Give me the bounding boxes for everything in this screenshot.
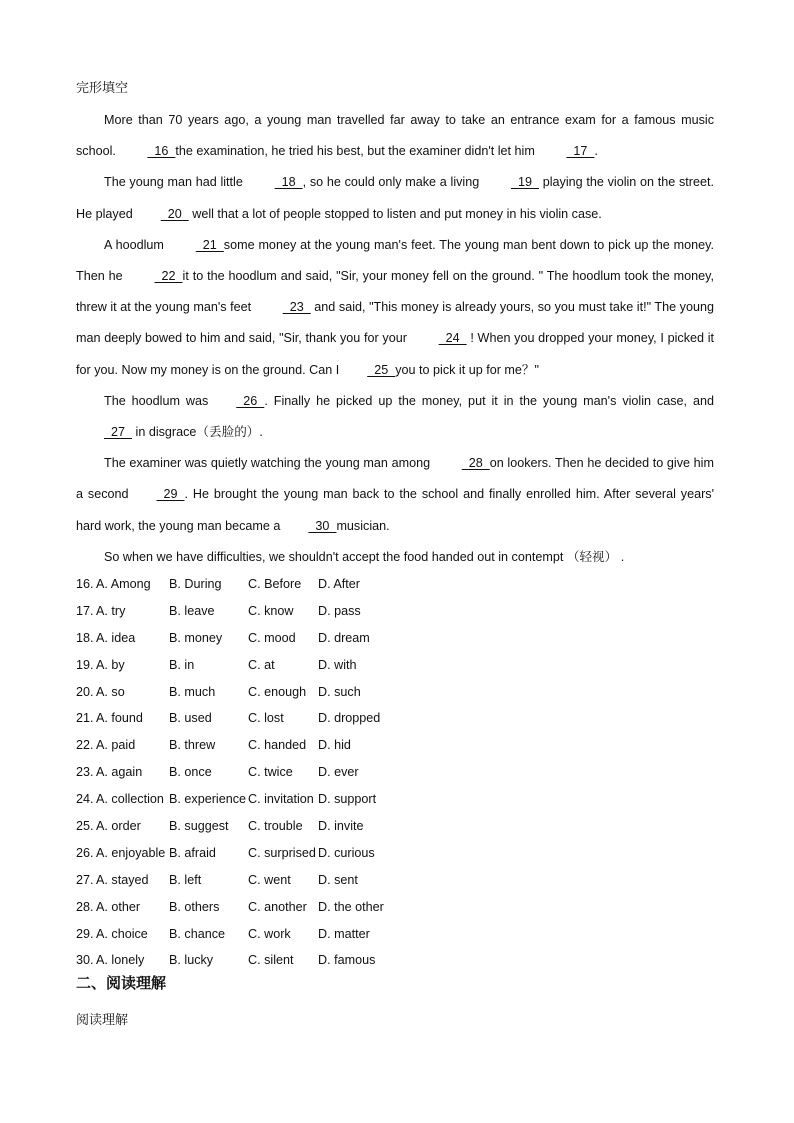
option-b: B. threw <box>169 738 216 753</box>
answer-blank: 17 <box>566 144 595 159</box>
passage-text: well that a lot of people stopped to listen and put money in his violin case. <box>188 206 602 221</box>
answer-blank: 30 <box>308 518 337 533</box>
part-two-title: 二、阅读理解 <box>76 975 167 992</box>
passage-paragraph <box>76 542 714 573</box>
option-d: D. support <box>318 792 377 807</box>
option-a: A. by <box>96 657 125 672</box>
option-b: B. in <box>169 657 195 672</box>
question-number: 23. <box>76 765 94 780</box>
option-d: D. After <box>318 577 360 591</box>
option-a: A. again <box>96 765 143 780</box>
passage-text: A hoodlum <box>104 237 168 252</box>
option-b: B. lucky <box>169 953 214 968</box>
option-d: D. the other <box>318 899 384 914</box>
option-b: B. once <box>169 765 212 780</box>
option-d: D. dream <box>318 630 370 645</box>
passage-text: musician. <box>336 518 390 533</box>
answer-blank: 20 <box>160 206 189 221</box>
option-c: C. mood <box>248 630 296 645</box>
answer-blank: 25 <box>367 362 396 377</box>
option-b: B. much <box>169 684 216 699</box>
option-b: B. During <box>169 577 222 591</box>
option-a: A. idea <box>96 630 136 645</box>
question-number: 18. <box>76 630 94 645</box>
question-number: 29. <box>76 926 94 941</box>
option-c: C. lost <box>248 711 284 726</box>
option-c: C. invitation <box>248 792 314 807</box>
option-c: C. Before <box>248 577 302 591</box>
option-c: C. went <box>248 872 291 887</box>
question-number: 24. <box>76 792 94 807</box>
passage-text: So when we have difficulties, we shouldn't accept the food handed out in contempt （轻视） . <box>104 549 625 564</box>
question-number: 21. <box>76 711 94 726</box>
answer-blank: 22 <box>154 269 183 284</box>
option-b: B. used <box>169 711 212 726</box>
option-b: B. afraid <box>169 845 216 860</box>
option-a: A. choice <box>96 926 148 941</box>
passage-paragraph <box>76 230 714 386</box>
question-number: 30. <box>76 953 94 968</box>
option-c: C. silent <box>248 953 294 968</box>
option-d: D. hid <box>318 738 351 753</box>
option-c: C. work <box>248 926 291 941</box>
option-b: B. money <box>169 630 223 645</box>
option-a: A. stayed <box>96 872 149 887</box>
option-a: A. enjoyable <box>96 845 166 860</box>
passage-text: it to the hoodlum and said, "Sir, your money fell on the ground. " The hoodlum took the money, threw it at the young man's feet <box>76 269 714 315</box>
option-a: A. so <box>96 684 125 699</box>
answer-blank: 23 <box>282 300 311 315</box>
cloze-passage <box>76 105 714 573</box>
question-number: 16. <box>76 577 94 591</box>
option-d: D. with <box>318 657 357 672</box>
option-b: B. chance <box>169 926 226 941</box>
option-c: C. know <box>248 603 294 618</box>
passage-text: some money at the young man's feet. The young man bent down to pick up the money. Then he <box>76 237 714 284</box>
option-b: B. experience <box>169 792 247 807</box>
option-d: D. invite <box>318 819 364 834</box>
passage-paragraph <box>76 167 714 229</box>
question-number: 19. <box>76 657 94 672</box>
passage-text: on lookers. Then he decided to give him a second <box>76 456 714 502</box>
passage-text: The hoodlum was <box>104 393 209 408</box>
option-b: B. suggest <box>169 819 229 834</box>
question-number: 22. <box>76 738 94 753</box>
passage-text: and said, "This money is already yours, so you must take it!" The young man deeply bowed to him and said, "Sir, thank you for your <box>76 300 714 346</box>
option-d: D. such <box>318 684 361 699</box>
answer-blank: 26 <box>236 393 265 408</box>
answer-blank: 24 <box>438 331 467 346</box>
option-a: A. collection <box>96 792 164 807</box>
option-d: D. sent <box>318 872 358 887</box>
option-b: B. others <box>169 899 220 914</box>
question-number: 26. <box>76 845 94 860</box>
answer-blank: 28 <box>461 456 490 471</box>
option-d: D. ever <box>318 765 359 780</box>
passage-text: The young man had little <box>104 175 247 190</box>
option-d: D. matter <box>318 926 370 941</box>
passage-text: . Finally he picked up the money, put it in the young man's violin case, and <box>264 393 715 408</box>
answer-blank: 29 <box>156 487 185 502</box>
passage-paragraph <box>76 386 714 448</box>
answer-blank: 19 <box>510 175 539 190</box>
passage-text: The examiner was quietly watching the young man among <box>104 456 434 471</box>
option-d: D. pass <box>318 603 361 618</box>
passage-text: the examination, he tried his best, but the examiner didn't let him <box>175 144 539 159</box>
question-number: 20. <box>76 684 94 699</box>
option-a: A. paid <box>96 738 136 753</box>
answer-blank: 18 <box>274 175 303 190</box>
option-a: A. found <box>96 711 143 726</box>
part-two-subtitle: 阅读理解 <box>76 1012 129 1027</box>
passage-text: in disgrace（丢脸的）. <box>132 425 263 440</box>
option-a: A. other <box>96 899 141 914</box>
option-a: A. try <box>96 603 126 618</box>
passage-text: . He brought the young man back to the school and finally enrolled him. After several years' hard work, the young man became a <box>76 487 714 533</box>
passage-text: . <box>594 144 598 159</box>
passage-text: you to pick it up for me？" <box>395 362 539 377</box>
option-d: D. curious <box>318 845 375 860</box>
option-c: C. surprised <box>248 845 316 860</box>
option-b: B. left <box>169 872 202 887</box>
passage-paragraph <box>76 105 714 167</box>
option-d: D. dropped <box>318 711 381 726</box>
answer-blank: 16 <box>147 144 176 159</box>
question-number: 28. <box>76 899 94 914</box>
option-c: C. another <box>248 899 307 914</box>
option-d: D. famous <box>318 953 376 968</box>
passage-paragraph <box>76 448 714 542</box>
passage-text: , so he could only make a living <box>302 175 483 190</box>
option-c: C. handed <box>248 738 307 753</box>
option-a: A. lonely <box>96 953 145 968</box>
option-a: A. Among <box>96 577 151 591</box>
question-number: 25. <box>76 819 94 834</box>
option-c: C. trouble <box>248 819 303 834</box>
option-c: C. at <box>248 657 275 672</box>
answer-blank: 21 <box>195 237 224 252</box>
passage-text: playing the violin on the street. He played <box>76 175 714 221</box>
option-b: B. leave <box>169 603 215 618</box>
passage-text: ! When you dropped your money, I picked it for you. Now my money is on the ground. Can I <box>76 331 715 377</box>
option-c: C. enough <box>248 684 307 699</box>
section-title: 完形填空 <box>76 80 129 95</box>
question-number: 17. <box>76 603 94 618</box>
option-a: A. order <box>96 819 141 834</box>
option-c: C. twice <box>248 765 293 780</box>
question-number: 27. <box>76 872 94 887</box>
passage-text: More than 70 years ago, a young man travelled far away to take an entrance exam for a famous music school. <box>76 113 714 159</box>
answer-blank: 27 <box>104 425 133 440</box>
